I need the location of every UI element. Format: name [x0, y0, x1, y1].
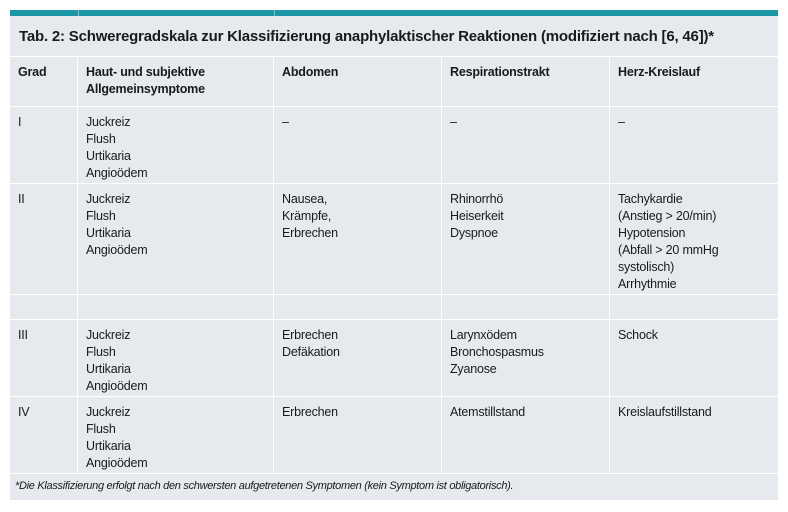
skin-cell	[78, 107, 274, 183]
cell-line: Angioödem	[86, 379, 148, 393]
cell-line: Schock	[618, 328, 658, 342]
cell-line: Hypotension	[618, 226, 686, 240]
cell-line: Defäkation	[282, 345, 340, 359]
cardio-cell	[610, 320, 778, 396]
header-cardio: Herz-Kreislauf	[618, 65, 700, 79]
empty-cell	[78, 295, 274, 319]
header-grade: Grad	[10, 57, 78, 106]
header-skin: Haut- und subjektive Allgemeinsymptome	[78, 57, 274, 106]
cell-line: Erbrechen	[282, 328, 338, 342]
cell-line: Urtikaria	[86, 149, 131, 163]
header-row	[10, 57, 778, 107]
cell-line: Urtikaria	[86, 226, 131, 240]
grade-cell	[10, 320, 78, 396]
abdomen-cell	[274, 397, 442, 473]
abdomen-cell	[274, 107, 442, 183]
respiration-cell	[442, 320, 610, 396]
cell-line: IV	[18, 405, 30, 419]
cell-line: Tachykardie	[618, 192, 683, 206]
cardio-cell	[610, 184, 778, 294]
table-row	[10, 397, 778, 474]
cell-line: Zyanose	[450, 362, 497, 376]
cell-line: Juckreiz	[86, 192, 131, 206]
table-row	[10, 184, 778, 295]
cell-line: Juckreiz	[86, 115, 131, 129]
classification-table	[10, 10, 778, 500]
cell-line: –	[450, 115, 457, 129]
cell-line: Angioödem	[86, 166, 148, 180]
cell-line: Dyspnoe	[450, 226, 498, 240]
cell-line: systolisch)	[618, 260, 675, 274]
empty-cell	[610, 295, 778, 319]
cell-line: Kreislaufstillstand	[618, 405, 712, 419]
empty-cell	[10, 295, 78, 319]
grade-cell	[10, 184, 78, 294]
cell-line: (Abfall > 20 mmHg	[618, 243, 719, 257]
empty-cell	[442, 295, 610, 319]
table-row	[10, 320, 778, 397]
cell-line: Flush	[86, 209, 116, 223]
cell-line: III	[18, 328, 28, 342]
skin-cell	[78, 320, 274, 396]
cell-line: Urtikaria	[86, 439, 131, 453]
cell-line: Nausea,	[282, 192, 328, 206]
cell-line: Erbrechen	[282, 226, 338, 240]
cell-line: Rhinorrhö	[450, 192, 504, 206]
empty-row	[10, 295, 778, 320]
abdomen-cell	[274, 320, 442, 396]
empty-cell	[274, 295, 442, 319]
cell-line: –	[282, 115, 289, 129]
cell-line: Bronchospasmus	[450, 345, 544, 359]
cell-line: –	[618, 115, 625, 129]
footnote: *Die Klassifizierung erfolgt nach den schwersten aufgetretenen Symptomen (kein Symptom ist obligatorisch).	[15, 480, 514, 492]
table-row	[10, 107, 778, 184]
cell-line: II	[18, 192, 25, 206]
cell-line: Flush	[86, 132, 116, 146]
skin-cell	[78, 184, 274, 294]
cell-line: Flush	[86, 345, 116, 359]
header-abdomen: Abdomen	[274, 57, 442, 106]
grade-cell	[10, 107, 78, 183]
cell-line: Flush	[86, 422, 116, 436]
table-title: Tab. 2: Schweregradskala zur Klassifizierung anaphylaktischer Reaktionen (modifiziert nach [6, 46])*	[10, 16, 778, 57]
cardio-cell	[610, 397, 778, 473]
cell-line: Arrhythmie	[618, 277, 677, 291]
cell-line: Juckreiz	[86, 328, 131, 342]
cell-line: I	[18, 115, 22, 129]
cell-line: Angioödem	[86, 243, 148, 257]
respiration-cell	[442, 184, 610, 294]
respiration-cell	[442, 107, 610, 183]
cardio-cell	[610, 107, 778, 183]
cell-line: Larynxödem	[450, 328, 517, 342]
abdomen-cell	[274, 184, 442, 294]
skin-cell	[78, 397, 274, 473]
header-respiration: Respirationstrakt	[442, 57, 610, 106]
cell-line: Krämpfe,	[282, 209, 332, 223]
accent-bar	[10, 10, 778, 16]
grade-cell	[10, 397, 78, 473]
cell-line: Atemstillstand	[450, 405, 526, 419]
cell-line: Erbrechen	[282, 405, 338, 419]
cell-line: (Anstieg > 20/min)	[618, 209, 717, 223]
cell-line: Urtikaria	[86, 362, 131, 376]
cell-line: Juckreiz	[86, 405, 131, 419]
cell-line: Heiserkeit	[450, 209, 504, 223]
respiration-cell	[442, 397, 610, 473]
cell-line: Angioödem	[86, 456, 148, 470]
